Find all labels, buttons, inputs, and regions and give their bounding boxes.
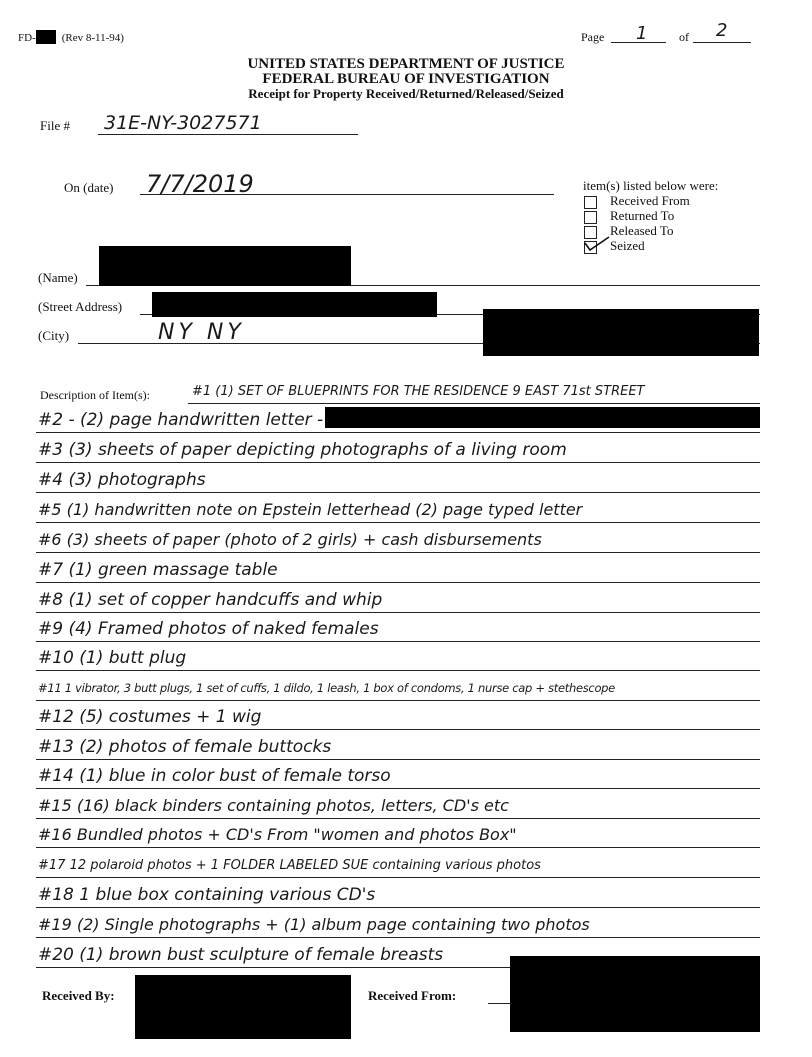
item-11: #11 1 vibrator, 3 butt plugs, 1 set of cuffs, 1 dildo, 1 leash, 1 box of condoms, 1 nurse cap + stethescope — [38, 681, 615, 695]
item-line-13 — [36, 759, 760, 760]
page-counter — [581, 20, 801, 47]
item-5: #5 (1) handwritten note on Epstein letterhead (2) page typed letter — [38, 500, 583, 519]
item-2: #2 - (2) page handwritten letter - — [38, 410, 324, 430]
item-line-16 — [36, 847, 760, 848]
city-label: (City) — [38, 328, 70, 343]
header-receipt-title: Receipt for Property Received/Returned/Released/Seized — [248, 86, 564, 101]
date-underline — [140, 194, 554, 195]
item-1: #1 (1) SET OF BLUEPRINTS FOR THE RESIDENCE 9 EAST 71st STREET — [192, 384, 645, 399]
item-16: #16 Bundled photos + CD's From "women and photos Box" — [38, 825, 517, 844]
form-revision: (Rev 8-11-94) — [61, 32, 124, 44]
item-line-1 — [188, 403, 760, 404]
header-bureau: FEDERAL BUREAU OF INVESTIGATION — [262, 71, 550, 87]
received-from-checkbox[interactable] — [584, 196, 597, 209]
item-line-19 — [36, 937, 760, 938]
item-4: #4 (3) photographs — [38, 470, 206, 490]
item-3: #3 (3) sheets of paper depicting photographs of a living room — [38, 440, 567, 460]
redaction-received-from — [510, 978, 760, 1032]
item-line-14 — [36, 788, 760, 789]
page-number-underline — [611, 42, 666, 43]
item-line-11 — [36, 700, 760, 701]
status-intro: item(s) listed below were: — [583, 178, 719, 193]
item-19: #19 (2) Single photographs + (1) album page containing two photos — [38, 915, 590, 934]
item-13: #13 (2) photos of female buttocks — [38, 737, 332, 757]
name-label: (Name) — [38, 270, 78, 285]
header-department: UNITED STATES DEPARTMENT OF JUSTICE — [247, 56, 565, 72]
item-17: #17 12 polaroid photos + 1 FOLDER LABELED SUE containing various photos — [38, 858, 541, 873]
redaction-received-by — [135, 975, 351, 1039]
received-from-footer-label: Received From: — [368, 988, 457, 1003]
item-7: #7 (1) green massage table — [38, 560, 278, 580]
redaction-name — [99, 246, 351, 286]
returned-to-checkbox[interactable] — [584, 211, 597, 224]
item-8: #8 (1) set of copper handcuffs and whip — [38, 590, 383, 610]
item-line-18 — [36, 907, 760, 908]
form-code-prefix: FD- — [18, 32, 36, 44]
redaction-street — [152, 292, 437, 317]
file-number: 31E-NY-3027571 — [104, 112, 262, 134]
redaction-city — [483, 309, 759, 356]
item-line-3 — [36, 462, 760, 463]
date-label: On (date) — [64, 180, 114, 195]
redaction-item-20 — [510, 956, 760, 978]
item-9: #9 (4) Framed photos of naked females — [38, 619, 379, 639]
released-to-label: Released To — [610, 223, 674, 238]
item-15: #15 (16) black binders containing photos, letters, CD's etc — [38, 796, 509, 815]
item-line-2 — [36, 432, 760, 433]
item-line-9 — [36, 641, 760, 642]
file-label: File # — [40, 118, 70, 133]
redaction-form-number — [36, 30, 56, 44]
seized-label: Seized — [610, 238, 645, 253]
file-underline — [98, 134, 358, 135]
redaction-item-2 — [325, 407, 760, 428]
received-from-label: Received From — [610, 193, 690, 208]
received-by-label: Received By: — [42, 988, 115, 1003]
item-14: #14 (1) blue in color bust of female torso — [38, 766, 391, 786]
seized-checkbox[interactable] — [584, 241, 597, 254]
city-value: NY NY — [158, 320, 245, 345]
item-18: #18 1 blue box containing various CD's — [38, 885, 376, 905]
returned-to-label: Returned To — [610, 208, 675, 223]
page-label: Page — [581, 30, 605, 44]
item-line-6 — [36, 552, 760, 553]
item-20: #20 (1) brown bust sculpture of female breasts — [38, 945, 444, 965]
item-line-4 — [36, 492, 760, 493]
item-line-10 — [36, 670, 760, 671]
page-number: 1 — [636, 23, 648, 44]
item-12: #12 (5) costumes + 1 wig — [38, 707, 262, 727]
of-label: of — [679, 30, 689, 44]
form-code — [18, 30, 124, 44]
date-value: 7/7/2019 — [146, 170, 254, 198]
page-total-underline — [693, 42, 751, 43]
page-total: 2 — [716, 20, 728, 41]
description-label: Description of Item(s): — [40, 388, 150, 402]
item-line-15 — [36, 818, 760, 819]
item-line-5 — [36, 522, 760, 523]
item-line-12 — [36, 729, 760, 730]
item-line-17 — [36, 877, 760, 878]
item-line-8 — [36, 612, 760, 613]
street-label: (Street Address) — [38, 299, 123, 314]
checkmark-icon — [583, 235, 613, 253]
item-10: #10 (1) butt plug — [38, 648, 187, 668]
item-6: #6 (3) sheets of paper (photo of 2 girls) + cash disbursements — [38, 530, 542, 549]
item-line-7 — [36, 582, 760, 583]
